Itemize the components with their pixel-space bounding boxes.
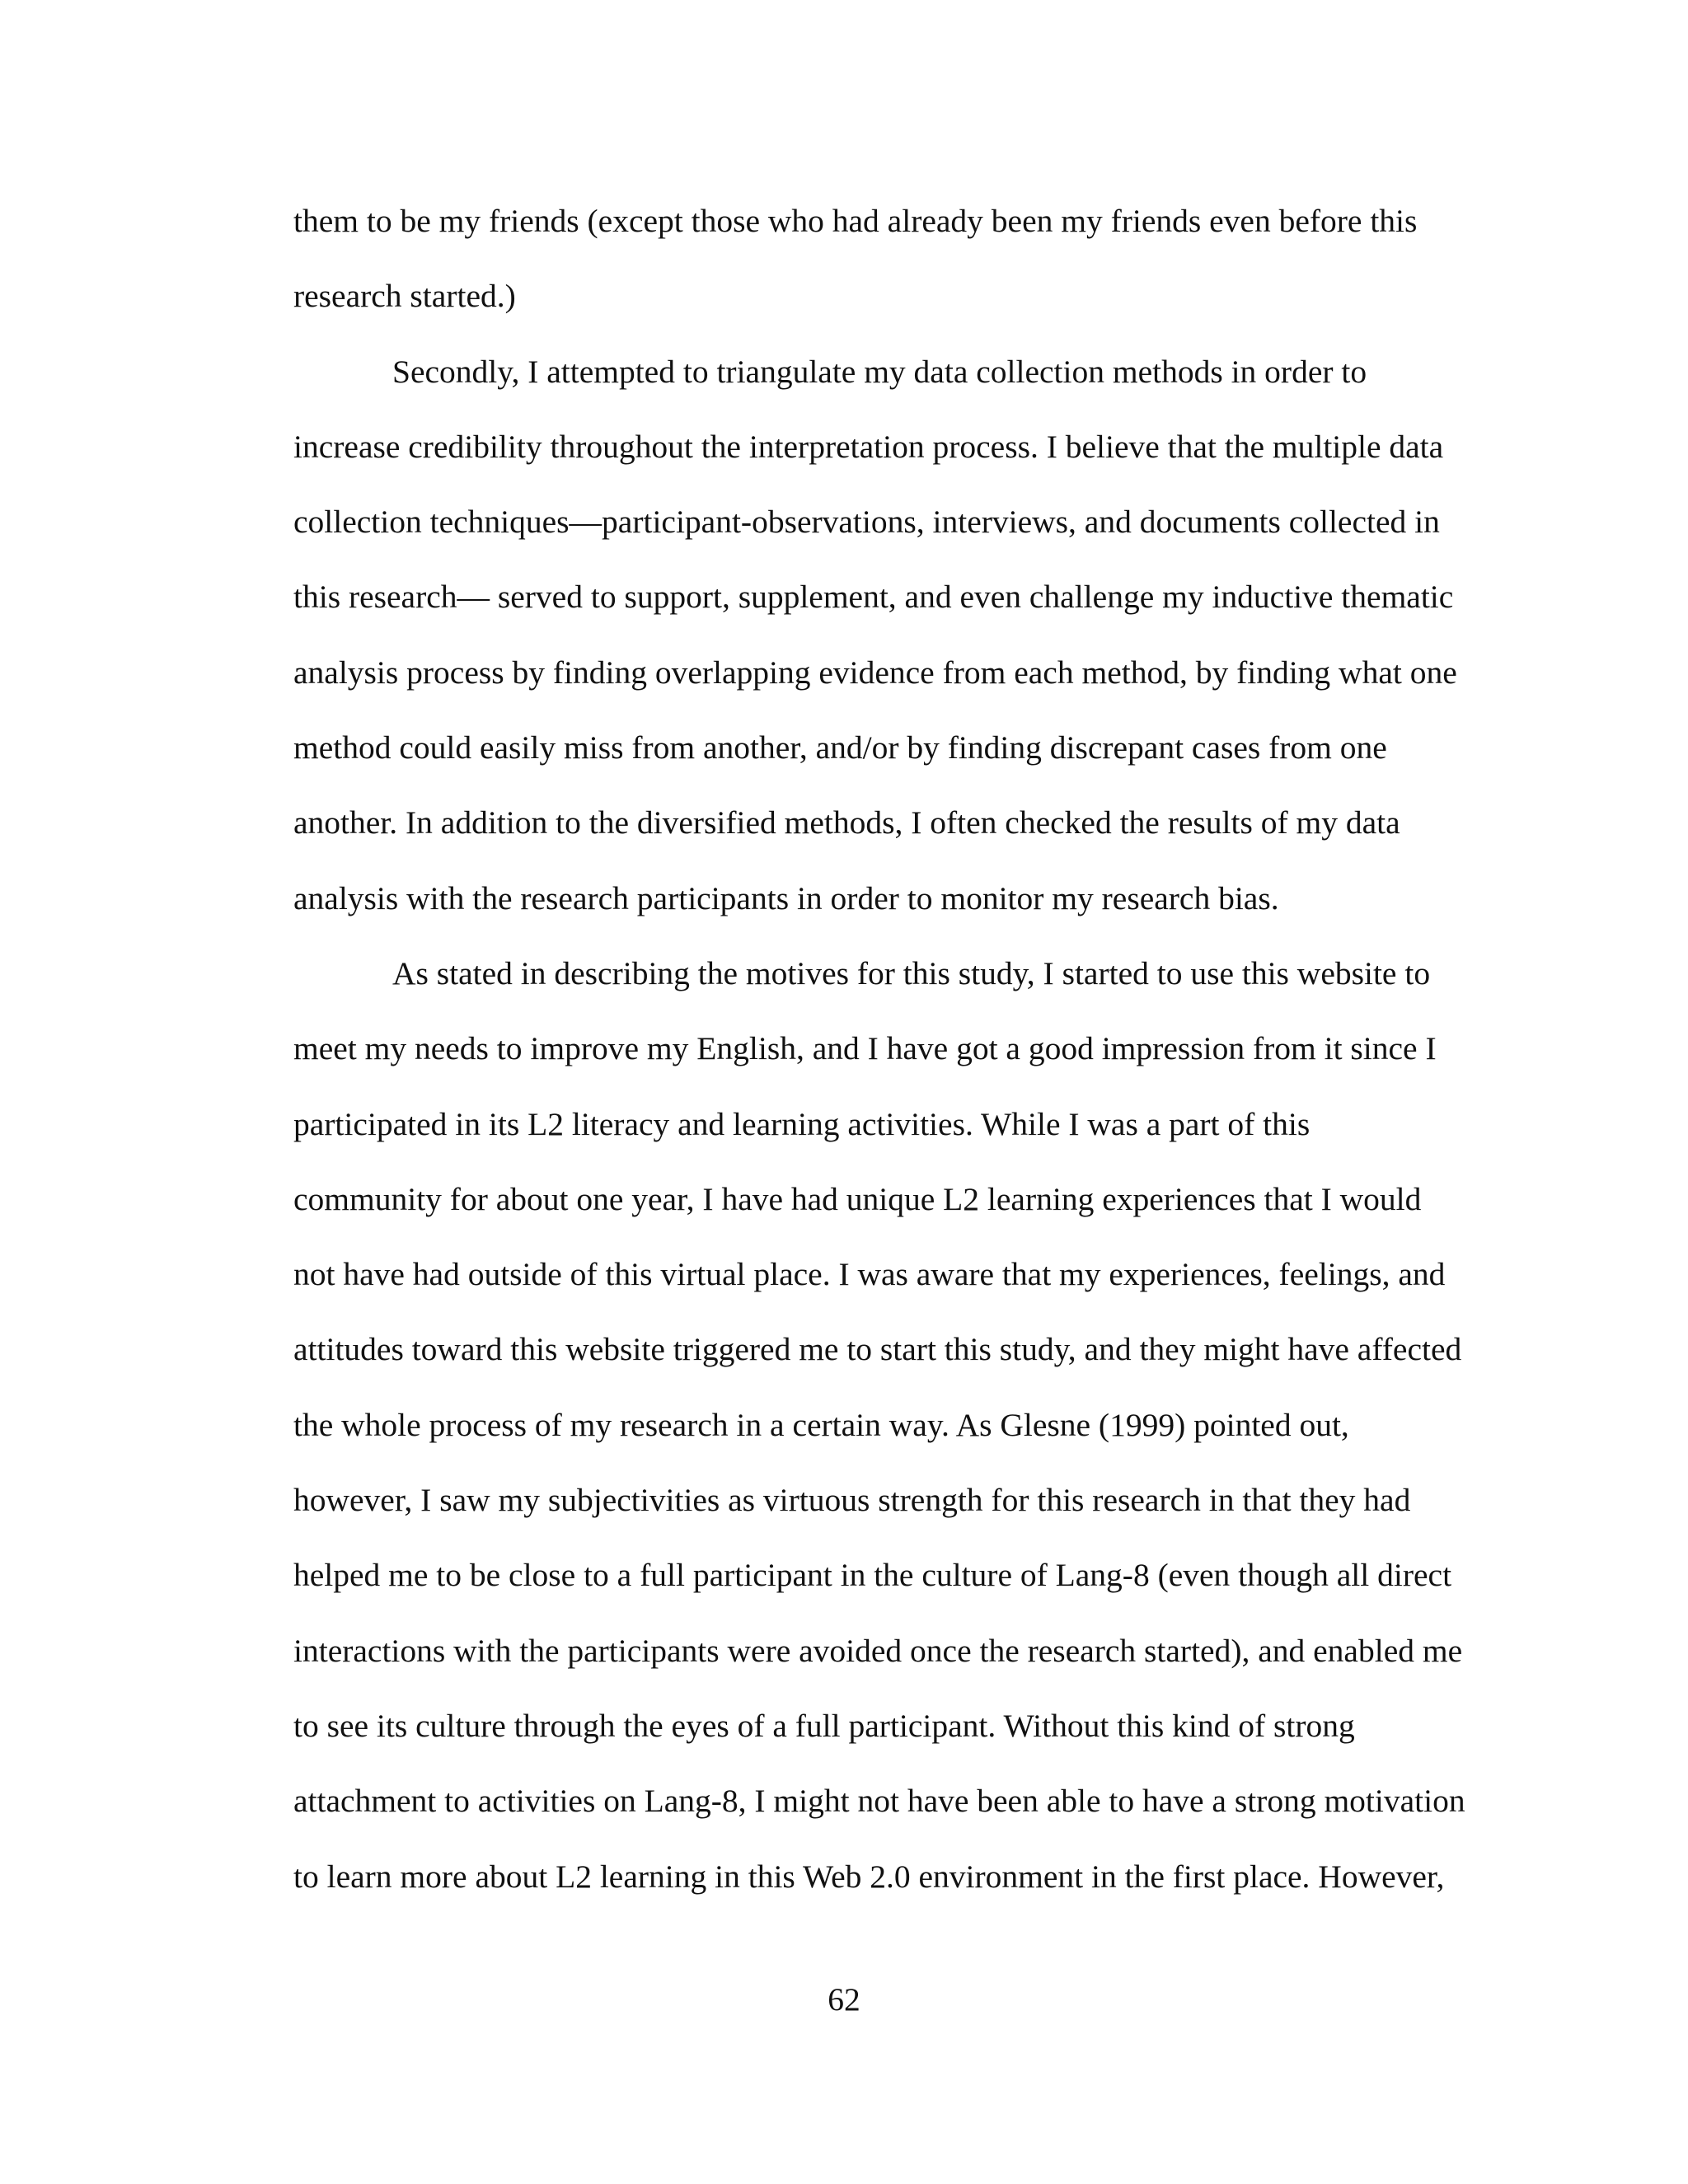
text-line: the whole process of my research in a certain way. As Glesne (1999) pointed out,: [293, 1406, 1349, 1443]
text-line: research started.): [293, 278, 516, 315]
text-line: however, I saw my subjectivities as virtuous strength for this research in that they had: [293, 1482, 1411, 1519]
text-line: participated in its L2 literacy and learning activities. While I was a part of this: [293, 1105, 1311, 1142]
text-line: them to be my friends (except those who had already been my friends even before this: [293, 203, 1418, 239]
page-number: 62: [828, 1981, 860, 2018]
text-line: interactions with the participants were avoided once the research started), and enabled me: [293, 1632, 1463, 1669]
text-line: attachment to activities on Lang-8, I might not have been able to have a strong motivation: [293, 1783, 1465, 1820]
text-line: helped me to be close to a full participant in the culture of Lang-8 (even though all direct: [293, 1557, 1452, 1594]
text-line: to learn more about L2 learning in this Web 2.0 environment in the first place. However,: [293, 1858, 1445, 1895]
text-line: another. In addition to the diversified methods, I often checked the results of my data: [293, 804, 1400, 841]
text-line: method could easily miss from another, and/or by finding discrepant cases from one: [293, 729, 1387, 766]
paragraph-first-line: As stated in describing the motives for this study, I started to use this website to: [392, 954, 1431, 991]
text-line: to see its culture through the eyes of a full participant. Without this kind of strong: [293, 1707, 1355, 1744]
paragraph-first-line: Secondly, I attempted to triangulate my data collection methods in order to: [392, 353, 1367, 390]
text-line: collection techniques—participant-observations, interviews, and documents collected in: [293, 504, 1440, 541]
text-line: analysis with the research participants in order to monitor my research bias.: [293, 879, 1279, 916]
body-text: [293, 184, 1479, 1915]
text-line: community for about one year, I have had unique L2 learning experiences that I would: [293, 1180, 1422, 1217]
text-line: this research— served to support, supplement, and even challenge my inductive thematic: [293, 579, 1454, 616]
text-line: analysis process by finding overlapping evidence from each method, by finding what one: [293, 654, 1457, 691]
text-line: meet my needs to improve my English, and I have got a good impression from it since I: [293, 1030, 1437, 1067]
text-line: attitudes toward this website triggered me to start this study, and they might have affected: [293, 1331, 1462, 1368]
text-line: not have had outside of this virtual place. I was aware that my experiences, feelings, and: [293, 1256, 1446, 1293]
text-line: increase credibility throughout the interpretation process. I believe that the multiple data: [293, 428, 1444, 465]
